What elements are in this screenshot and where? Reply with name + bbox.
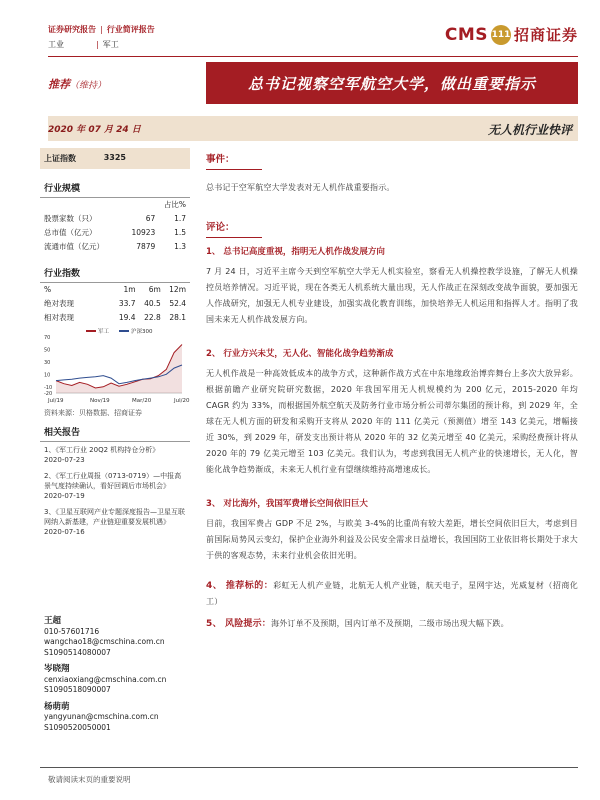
footer-note: 敬请阅读末页的重要说明 (48, 775, 131, 784)
perf-heading: 行业指数 (40, 262, 190, 283)
index-chart (44, 327, 190, 405)
analyst-list (44, 616, 194, 733)
table-row (40, 311, 190, 325)
index-value: 3325 (103, 153, 126, 162)
report-date: 2020 年 07 月 24 日 (48, 125, 141, 135)
chart-legend (86, 327, 153, 335)
perf-header: 6m (148, 285, 161, 294)
perf-header: 1m (123, 285, 136, 294)
logo-cms-text: CMS (444, 24, 488, 45)
report-title: 总书记视察空军航空大学，做出重要指示 (206, 62, 578, 104)
comment-heading: 评论： (206, 220, 262, 238)
analyst-id: S1090518090007 (44, 685, 111, 694)
analyst-email[interactable]: cenxiaoxiang@cmschina.com.cn (44, 674, 167, 684)
perf-value: 52.4 (169, 299, 187, 308)
header-divider (48, 56, 578, 57)
section-4 (206, 578, 578, 610)
report-subtitle: 无人机行业快评 (487, 123, 572, 137)
rating (48, 76, 106, 92)
legend-item (86, 327, 109, 335)
scale-row-name: 流通市值（亿元） (44, 242, 104, 251)
analyst-phone: 010-57601716 (44, 626, 100, 636)
section-1-text: 7 月 24 日，习近平主席今天到空军航空大学无人机实验室，察看无人机操控教学设施，了解无人机操控员培养情况。习近平说，现在各类无人机系统大量出现，无人作战正在深刻改变战争面貌，要加强无人作战研究，加强无人机专业建设，加强实战化教育训练，加快培养无人机运用和指挥人才。指明了我国未来无人机作战发展方向。 (206, 267, 578, 324)
perf-value: 22.8 (144, 313, 161, 322)
y-tick-label: 10 (44, 372, 51, 379)
report-subtype: 行业简评报告 (106, 25, 155, 34)
event-text: 总书记于空军航空大学发表对无人机作战重要指示。 (206, 183, 395, 192)
y-tick-label: 50 (44, 347, 51, 354)
section-4-label: 4、 推荐标的： (206, 581, 274, 591)
logo-emblem-icon: 111 (491, 25, 511, 45)
related-title[interactable]: 3、《卫星互联网产业专题深度报告—卫星互联网纳入新基建，产业链迎重要发展机遇》 (44, 508, 185, 526)
sub-sector: 军工 (102, 40, 119, 49)
perf-header-row (40, 283, 190, 297)
perf-value: 19.4 (118, 313, 136, 322)
y-tick-label: 30 (44, 359, 51, 366)
event-heading: 事件： (206, 152, 262, 170)
legend-label: 军工 (98, 329, 110, 335)
scale-row-name: 总市值（亿元） (44, 228, 97, 237)
x-tick-label: Jul/19 (48, 398, 64, 404)
rating-label: 推荐 (48, 78, 70, 91)
scale-row-pct: 1.5 (174, 228, 186, 237)
perf-value: 28.1 (169, 313, 187, 322)
section-5 (206, 616, 578, 632)
perf-value: 40.5 (144, 299, 161, 308)
x-tick-label: Jul/20 (174, 398, 190, 404)
scale-row-pct: 1.3 (174, 242, 186, 251)
table-row (40, 226, 190, 240)
related-date: 2020-07-16 (44, 528, 85, 536)
footer-divider (40, 767, 578, 768)
table-row (40, 212, 190, 226)
scale-col-header (40, 198, 190, 212)
scale-row-name: 股票家数（只） (44, 214, 97, 223)
list-item[interactable] (40, 504, 190, 540)
sector: 工业 (48, 40, 64, 49)
logo-chinese-text: 招商证券 (513, 26, 578, 44)
related-heading: 相关报告 (40, 421, 190, 442)
table-row (40, 297, 190, 311)
perf-row-name: 相对表现 (44, 313, 74, 322)
section-4-text: 彩虹无人机产业链，北航无人机产业链，航天电子，星网宇达，光威复材（招商化工） (206, 581, 579, 606)
legend-swatch (86, 330, 96, 332)
table-row (40, 240, 190, 254)
sidebar (40, 148, 190, 540)
y-tick-label: 70 (44, 335, 51, 341)
section-3-text: 目前，我国军费占 GDP 不足 2%，与欧美 3-4%的比重尚有较大差距，增长空间依旧巨大，考虑到目前国际局势风云变幻，保护企业海外利益及公民安全需求日益增长，我国国防工业依旧将长期处于求大于供的客观态势，未来行业机会依旧光明。 (206, 519, 578, 560)
list-item[interactable] (40, 468, 190, 504)
legend-label: 沪深300 (131, 329, 153, 335)
analyst-name: 王超 (44, 616, 62, 626)
section-1-title: 1、 总书记高度重视，指明无人机作战发展方向 (206, 247, 385, 257)
tag-separator: | (100, 25, 103, 34)
cms-logo (445, 24, 578, 45)
section-2-title: 2、 行业方兴未艾，无人化、智能化战争趋势渐成 (206, 349, 394, 359)
main-content (206, 152, 578, 632)
section-2-text: 无人机作战是一种高效低成本的战争方式，这种新作战方式在中东地缘政治博弈舞台上多次大放异彩。根据前瞻产业研究院研究数据，2020 年我国军用无人机规模约为 200 亿元，2015-2020 年均 CAGR 约为 33%，而根据国外航空航天及防务行业市场分析公司蒂尔集团的预计称，到 2029 年，全球在无人机方面的研发和采购开支将从 2020 年的 111 亿美元（预测值）增至 143 亿美元，增幅接近 30%，到 2029 年，研发支出预计将从 2020 年的 32 亿美元增至 40 亿美元，采购经费预计将从 2020 年的 79 亿美元增至 103 亿美元。我们认为，考虑到我国无人机产业的快速增长，无人化，智能化战争趋势渐成，未来无人机行业有望继续维持高增速成长。 (206, 369, 578, 474)
scale-row-value: 10923 (131, 228, 156, 237)
rating-sub: （维持） (70, 81, 107, 91)
scale-row-value: 67 (145, 214, 156, 223)
analyst-name: 岑晓翔 (44, 664, 70, 674)
related-title[interactable]: 2、《军工行业周报（0713-0719）—中报高景气度持续确认，看好回调后市场机会》 (44, 472, 182, 490)
index-label: 上证指数 (44, 154, 76, 163)
scale-row-value: 7879 (136, 242, 156, 251)
analyst-id: S1090520050001 (44, 722, 111, 732)
date-band (48, 116, 578, 141)
chart-source: 资料来源：贝格数据、招商证券 (44, 409, 142, 417)
legend-item (119, 327, 153, 335)
x-tick-label: Nov/19 (90, 398, 110, 404)
pct-header: 占比% (163, 200, 186, 209)
y-tick-label: -10 (44, 384, 53, 391)
y-tick-label: -20 (44, 391, 53, 397)
tag-separator: | (96, 40, 99, 49)
analyst-email[interactable]: wangchao18@cmschina.com.cn (44, 637, 165, 646)
legend-swatch (119, 330, 129, 332)
x-tick-label: Mar/20 (132, 398, 152, 404)
perf-row-name: 绝对表现 (44, 299, 74, 308)
analyst-email[interactable]: yangyunan@cmschina.com.cn (44, 712, 159, 721)
analyst-id: S1090514080007 (44, 647, 111, 657)
related-title[interactable]: 1、《军工行业 20Q2 机构持仓分析》 (44, 446, 160, 454)
section-5-label: 5、 风险提示： (206, 619, 271, 629)
perf-header: 12m (169, 285, 187, 294)
analyst-name: 杨萌萌 (44, 701, 70, 712)
market-index (40, 148, 190, 169)
chart-svg (44, 327, 190, 405)
section-5-text: 海外订单不及预期，国内订单不及预期，二级市场出现大幅下跌。 (271, 619, 509, 628)
scale-heading: 行业规模 (40, 177, 190, 198)
report-type: 证券研究报告 (48, 25, 96, 34)
section-3-title: 3、 对比海外，我国军费增长空间依旧巨大 (206, 499, 368, 509)
related-date: 2020-07-19 (44, 492, 85, 500)
perf-value: 33.7 (118, 299, 136, 308)
header-tags (48, 22, 155, 52)
related-date: 2020-07-23 (44, 456, 85, 464)
list-item[interactable] (40, 442, 190, 468)
scale-row-pct: 1.7 (174, 214, 186, 223)
perf-header: % (44, 285, 52, 294)
